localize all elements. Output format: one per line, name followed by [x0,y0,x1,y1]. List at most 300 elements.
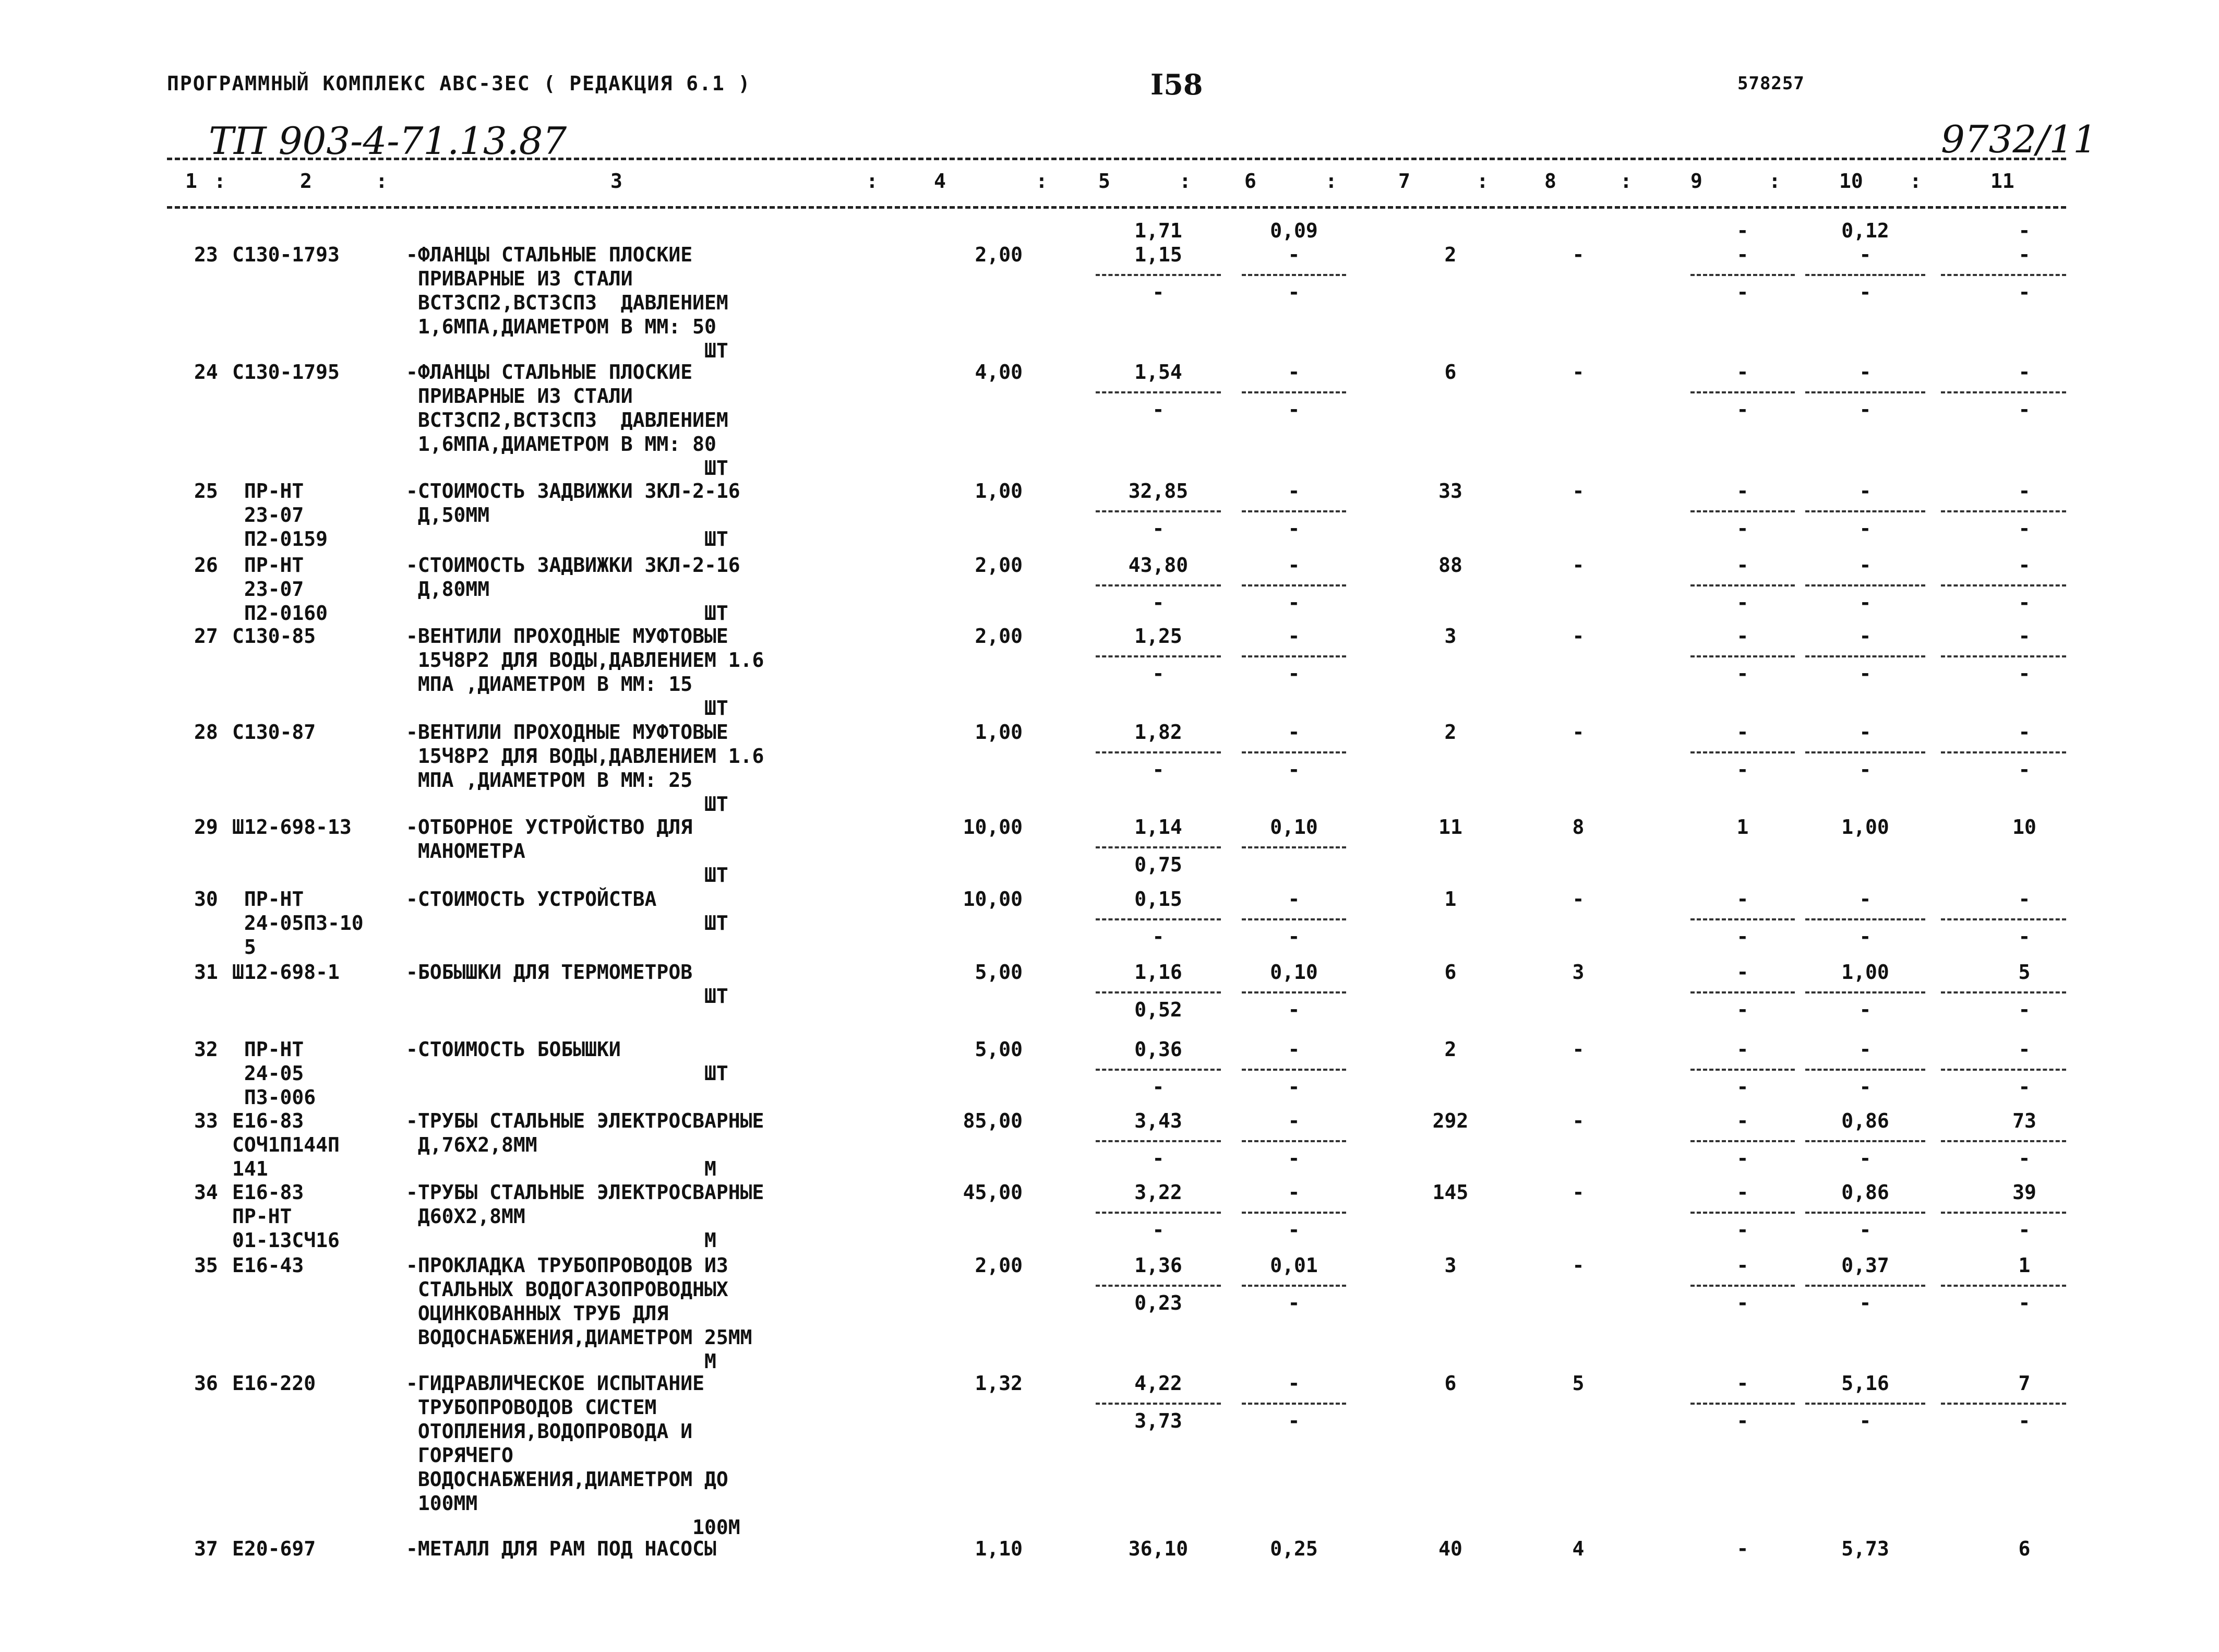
quantity: 1,10 [975,1537,1023,1560]
separator-dash [1690,1285,1795,1287]
col10-value: - [1859,721,1872,744]
separator-dash [1690,991,1795,993]
col6-value: - [1288,480,1300,502]
separator-dash [1690,1212,1795,1214]
total-cost: 40 [1438,1537,1462,1560]
col10-value: 1,00 [1841,816,1889,839]
breakdown-col11: - [2018,1218,2031,1241]
rate-code: Е20-697 [232,1537,316,1560]
unit-cost: 1,54 [1134,361,1182,384]
rate-code: ПР-НТ 23-07 П2-0160 [244,554,328,625]
column-header-row: 1 : 2 : 3 : 4 : 5 : 6 : 7 : 8 : 9 : 10 : 11 [185,170,2014,193]
breakdown-col10: - [1859,758,1872,781]
col8-value: - [1572,888,1585,911]
col-11: 11 [1990,170,2014,193]
col10-value: - [1859,554,1872,577]
rate-code: Ш12-698-13 [232,816,352,839]
separator-dash [1805,391,1925,393]
separator-dash [1242,510,1346,512]
breakdown-col6: - [1288,662,1300,685]
col11-value: - [2018,721,2031,744]
col8-value: - [1572,721,1585,744]
quantity: 4,00 [975,361,1023,384]
col6-value: 0,01 [1270,1254,1318,1277]
separator-dash [1941,991,2066,993]
work-description: -ПРОКЛАДКА ТРУБОПРОВОДОВ ИЗ СТАЛЬНЫХ ВОДОГАЗОПРОВОДНЫХ ОЦИНКОВАННЫХ ТРУБ ДЛЯ ВОДОСНАБЖЕНИЯ,ДИАМЕТРОМ 25ММ М [406,1254,752,1373]
separator-dash [1096,1285,1221,1287]
breakdown-col9: - [1736,591,1749,614]
breakdown-col6: - [1288,1147,1300,1170]
program-title: ПРОГРАММНЫЙ КОМПЛЕКС АВС-ЗЕС ( РЕДАКЦИЯ 6.1 ) [167,72,751,95]
breakdown-col10: - [1859,1147,1872,1170]
breakdown-col6: - [1288,758,1300,781]
breakdown-col6: - [1288,1218,1300,1241]
col-10: 10 [1839,170,1863,193]
breakdown-col9: - [1736,662,1749,685]
col8-value: - [1572,361,1585,384]
work-description: -СТОИМОСТЬ БОБЫШКИ ШТ [406,1038,728,1085]
total-cost: 6 [1444,1372,1457,1395]
carry-value-col5: 1,71 [1134,219,1182,242]
col6-value: - [1288,721,1300,744]
col9-value: - [1736,1254,1749,1277]
col11-value: 7 [2018,1372,2031,1395]
breakdown-col5: 0,23 [1134,1291,1182,1314]
col11-value: 6 [2018,1537,2031,1560]
col9-value: - [1736,625,1749,648]
separator-dash [1941,1403,2066,1405]
separator-dash [1096,584,1221,586]
col9-value: - [1736,480,1749,502]
separator-dash [1242,655,1346,657]
separator-dash [1805,751,1925,753]
col11-value: - [2018,1038,2031,1061]
col11-value: - [2018,625,2031,648]
unit-cost: 0,15 [1134,888,1182,911]
quantity: 10,00 [963,888,1023,911]
col10-value: - [1859,1038,1872,1061]
page-number: I58 [1150,68,1203,101]
quantity: 1,32 [975,1372,1023,1395]
col8-value: - [1572,1181,1585,1204]
separator-dash [1805,1140,1925,1142]
breakdown-col9: - [1736,517,1749,540]
work-description: -ТРУБЫ СТАЛЬНЫЕ ЭЛЕКТРОСВАРНЫЕ Д,76Х2,8ММ М [406,1109,764,1180]
col6-value: - [1288,554,1300,577]
quantity: 2,00 [975,243,1023,266]
work-description: -СТОИМОСТЬ УСТРОЙСТВА ШТ [406,888,728,935]
col9-value: - [1736,1038,1749,1061]
col-9: 9 [1690,170,1702,193]
separator-dash [1805,584,1925,586]
separator-dash [1805,1285,1925,1287]
col11-value: - [2018,554,2031,577]
col8-value: - [1572,554,1585,577]
col8-value: - [1572,625,1585,648]
separator-dash [1690,751,1795,753]
quantity: 45,00 [963,1181,1023,1204]
breakdown-col10: - [1859,662,1872,685]
breakdown-col10: - [1859,1291,1872,1314]
breakdown-col11: - [2018,925,2031,948]
total-cost: 2 [1444,243,1457,266]
separator-dash [1096,1069,1221,1071]
row-number: 35 [194,1254,218,1277]
breakdown-col11: - [2018,1409,2031,1432]
col11-value: - [2018,480,2031,502]
col11-value: 5 [2018,961,2031,984]
breakdown-col11: - [2018,591,2031,614]
separator-dash [1242,274,1346,276]
col-3: 3 [610,170,622,193]
col9-value: - [1736,1372,1749,1395]
quantity: 85,00 [963,1109,1023,1132]
carry-value-col11: - [2018,219,2031,242]
rate-code: Е16-220 [232,1372,316,1395]
separator-dash [1096,991,1221,993]
rate-code: ПР-НТ 23-07 П2-0159 [244,480,328,550]
unit-cost: 1,14 [1134,816,1182,839]
col8-value: - [1572,243,1585,266]
separator-dash [1805,274,1925,276]
col8-value: 3 [1572,961,1585,984]
breakdown-col6: - [1288,281,1300,304]
handwritten-doc-code: ТП 903-4-71.13.87 [209,119,567,163]
separator-dash [1096,918,1221,920]
col10-value: - [1859,243,1872,266]
breakdown-col6: - [1288,517,1300,540]
breakdown-col5: - [1152,925,1165,948]
breakdown-col5: 0,52 [1134,998,1182,1021]
breakdown-col9: - [1736,925,1749,948]
breakdown-col5: - [1152,281,1165,304]
breakdown-col10: - [1859,998,1872,1021]
col8-value: - [1572,1254,1585,1277]
col6-value: 0,25 [1270,1537,1318,1560]
breakdown-col11: - [2018,1075,2031,1098]
separator-dash [1941,1069,2066,1071]
col6-value: - [1288,1372,1300,1395]
breakdown-col9: - [1736,758,1749,781]
col9-value: 1 [1736,816,1749,839]
unit-cost: 1,36 [1134,1254,1182,1277]
separator-dash [1805,918,1925,920]
work-description: -ФЛАНЦЫ СТАЛЬНЫЕ ПЛОСКИЕ ПРИВАРНЫЕ ИЗ СТАЛИ ВСТ3СП2,ВСТ3СП3 ДАВЛЕНИЕМ 1,6МПА,ДИАМЕТРОМ В ММ: 80 ШТ [406,361,728,480]
breakdown-col11: - [2018,758,2031,781]
breakdown-col6: - [1288,1291,1300,1314]
work-description: -ВЕНТИЛИ ПРОХОДНЫЕ МУФТОВЫЕ 15Ч8Р2 ДЛЯ ВОДЫ,ДАВЛЕНИЕМ 1.6 МПА ,ДИАМЕТРОМ В ММ: 25 ШТ [406,721,764,816]
col10-value: 0,37 [1841,1254,1889,1277]
separator-dash [1690,584,1795,586]
breakdown-col11: - [2018,998,2031,1021]
quantity: 2,00 [975,625,1023,648]
separator-dash [1941,655,2066,657]
breakdown-col10: - [1859,1409,1872,1432]
col10-value: 5,16 [1841,1372,1889,1395]
breakdown-col5: - [1152,662,1165,685]
separator-dash [1941,584,2066,586]
breakdown-col5: - [1152,398,1165,421]
work-description: -МЕТАЛЛ ДЛЯ РАМ ПОД НАСОСЫ [406,1537,716,1560]
col-6: 6 [1244,170,1256,193]
quantity: 2,00 [975,1254,1023,1277]
breakdown-col9: - [1736,1218,1749,1241]
col10-value: - [1859,888,1872,911]
separator-dash [1096,751,1221,753]
separator-dash [1941,391,2066,393]
separator-dash [1690,274,1795,276]
work-description: -БОБЫШКИ ДЛЯ ТЕРМОМЕТРОВ ШТ [406,961,728,1008]
separator-dash [1096,655,1221,657]
unit-cost: 1,25 [1134,625,1182,648]
rate-code: Ш12-698-1 [232,961,340,984]
separator-dash [1242,846,1346,848]
unit-cost: 1,82 [1134,721,1182,744]
col11-value: - [2018,243,2031,266]
breakdown-col5: - [1152,1147,1165,1170]
col-1: 1 [185,170,197,193]
separator-dash [1096,1212,1221,1214]
total-cost: 3 [1444,1254,1457,1277]
breakdown-col6: - [1288,1409,1300,1432]
separator-dash [1242,751,1346,753]
col6-value: - [1288,243,1300,266]
carry-value-col10: 0,12 [1841,219,1889,242]
breakdown-col11: - [2018,281,2031,304]
rate-code: С130-1793 [232,243,340,266]
row-number: 26 [194,554,218,577]
separator-dash [1242,1403,1346,1405]
total-cost: 11 [1438,816,1462,839]
col6-value: - [1288,888,1300,911]
col10-value: 1,00 [1841,961,1889,984]
col-4: 4 [934,170,946,193]
quantity: 5,00 [975,961,1023,984]
breakdown-col11: - [2018,1147,2031,1170]
row-number: 34 [194,1181,218,1204]
col9-value: - [1736,961,1749,984]
separator-dash [1941,274,2066,276]
col9-value: - [1736,1109,1749,1132]
row-number: 37 [194,1537,218,1560]
col9-value: - [1736,1537,1749,1560]
col10-value: 5,73 [1841,1537,1889,1560]
unit-cost: 1,15 [1134,243,1182,266]
breakdown-col5: - [1152,1218,1165,1241]
unit-cost: 1,16 [1134,961,1182,984]
row-number: 36 [194,1372,218,1395]
row-number: 28 [194,721,218,744]
breakdown-col5: - [1152,758,1165,781]
col10-value: 0,86 [1841,1181,1889,1204]
col9-value: - [1736,243,1749,266]
col6-value: - [1288,1038,1300,1061]
row-number: 30 [194,888,218,911]
breakdown-col10: - [1859,398,1872,421]
unit-cost: 36,10 [1128,1537,1189,1560]
separator-dash [1242,584,1346,586]
work-description: -СТОИМОСТЬ ЗАДВИЖКИ ЗКЛ-2-16 Д,80ММ ШТ [406,554,740,625]
rate-code: ПР-НТ 24-05П3-10 5 [244,888,364,959]
breakdown-col9: - [1736,1075,1749,1098]
unit-cost: 32,85 [1128,480,1189,502]
separator-dash [1941,510,2066,512]
separator-dash [1242,918,1346,920]
separator-dash [1096,846,1221,848]
col11-value: 10 [2012,816,2036,839]
breakdown-col11: - [2018,662,2031,685]
separator-dash [1242,1069,1346,1071]
col8-value: 5 [1572,1372,1585,1395]
col-8: 8 [1544,170,1556,193]
row-number: 25 [194,480,218,502]
carry-value-col9: - [1736,219,1749,242]
breakdown-col5: - [1152,517,1165,540]
breakdown-col10: - [1859,1075,1872,1098]
rate-code: Е16-83 ПР-НТ 01-13СЧ16 [232,1181,340,1252]
breakdown-col5: 0,75 [1134,853,1182,876]
separator-dash [1690,918,1795,920]
total-cost: 1 [1444,888,1457,911]
breakdown-col5: - [1152,591,1165,614]
separator-dash [1941,1140,2066,1142]
breakdown-col10: - [1859,591,1872,614]
separator-dash [1941,918,2066,920]
breakdown-col9: - [1736,1147,1749,1170]
col11-value: - [2018,361,2031,384]
col11-value: 73 [2012,1109,2036,1132]
breakdown-col10: - [1859,281,1872,304]
row-number: 24 [194,361,218,384]
unit-cost: 3,22 [1134,1181,1182,1204]
rate-code: С130-85 [232,625,316,648]
total-cost: 6 [1444,361,1457,384]
separator-dash [1242,991,1346,993]
separator-dash [1096,510,1221,512]
separator-dash [1096,391,1221,393]
handwritten-sheet-number: 9732/11 [1941,117,2097,161]
breakdown-col5: 3,73 [1134,1409,1182,1432]
separator-dash [1096,1403,1221,1405]
separator-dash [1690,655,1795,657]
separator-dash [1242,1212,1346,1214]
unit-cost: 43,80 [1128,554,1189,577]
total-cost: 2 [1444,1038,1457,1061]
col10-value: - [1859,625,1872,648]
rate-code: Е16-83 СОЧ1П144П 141 [232,1109,340,1180]
quantity: 1,00 [975,480,1023,502]
separator-dash [1941,1212,2066,1214]
separator-dash [1690,510,1795,512]
col8-value: - [1572,1038,1585,1061]
col6-value: - [1288,1109,1300,1132]
col8-value: 4 [1572,1537,1585,1560]
separator-dash [1805,655,1925,657]
work-description: -СТОИМОСТЬ ЗАДВИЖКИ ЗКЛ-2-16 Д,50ММ ШТ [406,480,740,550]
breakdown-col6: - [1288,1075,1300,1098]
breakdown-col10: - [1859,517,1872,540]
col9-value: - [1736,1181,1749,1204]
total-cost: 33 [1438,480,1462,502]
total-cost: 145 [1432,1181,1469,1204]
breakdown-col9: - [1736,998,1749,1021]
carry-value-col6: 0,09 [1270,219,1318,242]
work-description: -ТРУБЫ СТАЛЬНЫЕ ЭЛЕКТРОСВАРНЫЕ Д60Х2,8ММ М [406,1181,764,1252]
work-description: -ВЕНТИЛИ ПРОХОДНЫЕ МУФТОВЫЕ 15Ч8Р2 ДЛЯ ВОДЫ,ДАВЛЕНИЕМ 1.6 МПА ,ДИАМЕТРОМ В ММ: 15 ШТ [406,625,764,720]
separator-dash [1805,510,1925,512]
col6-value: - [1288,625,1300,648]
col10-value: 0,86 [1841,1109,1889,1132]
col-7: 7 [1398,170,1410,193]
quantity: 1,00 [975,721,1023,744]
breakdown-col10: - [1859,925,1872,948]
separator-dash [1805,1069,1925,1071]
breakdown-col6: - [1288,925,1300,948]
total-cost: 2 [1444,721,1457,744]
separator-dash [1242,1140,1346,1142]
quantity: 2,00 [975,554,1023,577]
breakdown-col6: - [1288,591,1300,614]
col-2: 2 [300,170,312,193]
separator-dash [1690,1069,1795,1071]
unit-cost: 3,43 [1134,1109,1182,1132]
work-description: -ОТБОРНОЕ УСТРОЙСТВО ДЛЯ МАНОМЕТРА ШТ [406,816,728,887]
row-number: 31 [194,961,218,984]
breakdown-col6: - [1288,998,1300,1021]
col9-value: - [1736,721,1749,744]
quantity: 10,00 [963,816,1023,839]
total-cost: 3 [1444,625,1457,648]
row-number: 32 [194,1038,218,1061]
stamp-number: 578257 [1737,73,1805,94]
col6-value: - [1288,1181,1300,1204]
work-description: -ФЛАНЦЫ СТАЛЬНЫЕ ПЛОСКИЕ ПРИВАРНЫЕ ИЗ СТАЛИ ВСТ3СП2,ВСТ3СП3 ДАВЛЕНИЕМ 1,6МПА,ДИАМЕТРОМ В ММ: 50 ШТ [406,243,728,362]
separator-dash [1242,391,1346,393]
rate-code: Е16-43 [232,1254,304,1277]
separator-dash [1096,1140,1221,1142]
col10-value: - [1859,480,1872,502]
separator-dash [1096,274,1221,276]
row-number: 27 [194,625,218,648]
breakdown-col9: - [1736,1291,1749,1314]
col6-value: 0,10 [1270,961,1318,984]
col11-value: 1 [2018,1254,2031,1277]
row-number: 23 [194,243,218,266]
breakdown-col9: - [1736,1409,1749,1432]
col11-value: 39 [2012,1181,2036,1204]
work-description: -ГИДРАВЛИЧЕСКОЕ ИСПЫТАНИЕ ТРУБОПРОВОДОВ СИСТЕМ ОТОПЛЕНИЯ,ВОДОПРОВОДА И ГОРЯЧЕГО ВОДОСНАБЖЕНИЯ,ДИАМЕТРОМ ДО 100ММ 100М [406,1372,740,1539]
rate-code: С130-1795 [232,361,340,384]
col6-value: 0,10 [1270,816,1318,839]
breakdown-col9: - [1736,398,1749,421]
rate-code: С130-87 [232,721,316,744]
quantity: 5,00 [975,1038,1023,1061]
total-cost: 88 [1438,554,1462,577]
col8-value: - [1572,1109,1585,1132]
breakdown-col11: - [2018,1291,2031,1314]
breakdown-col5: - [1152,1075,1165,1098]
separator-dash [1690,391,1795,393]
col8-value: 8 [1572,816,1585,839]
separator-dash [1805,991,1925,993]
separator-dash [1805,1212,1925,1214]
total-cost: 6 [1444,961,1457,984]
col9-value: - [1736,888,1749,911]
unit-cost: 0,36 [1134,1038,1182,1061]
separator-dash [1690,1403,1795,1405]
col9-value: - [1736,554,1749,577]
breakdown-col9: - [1736,281,1749,304]
